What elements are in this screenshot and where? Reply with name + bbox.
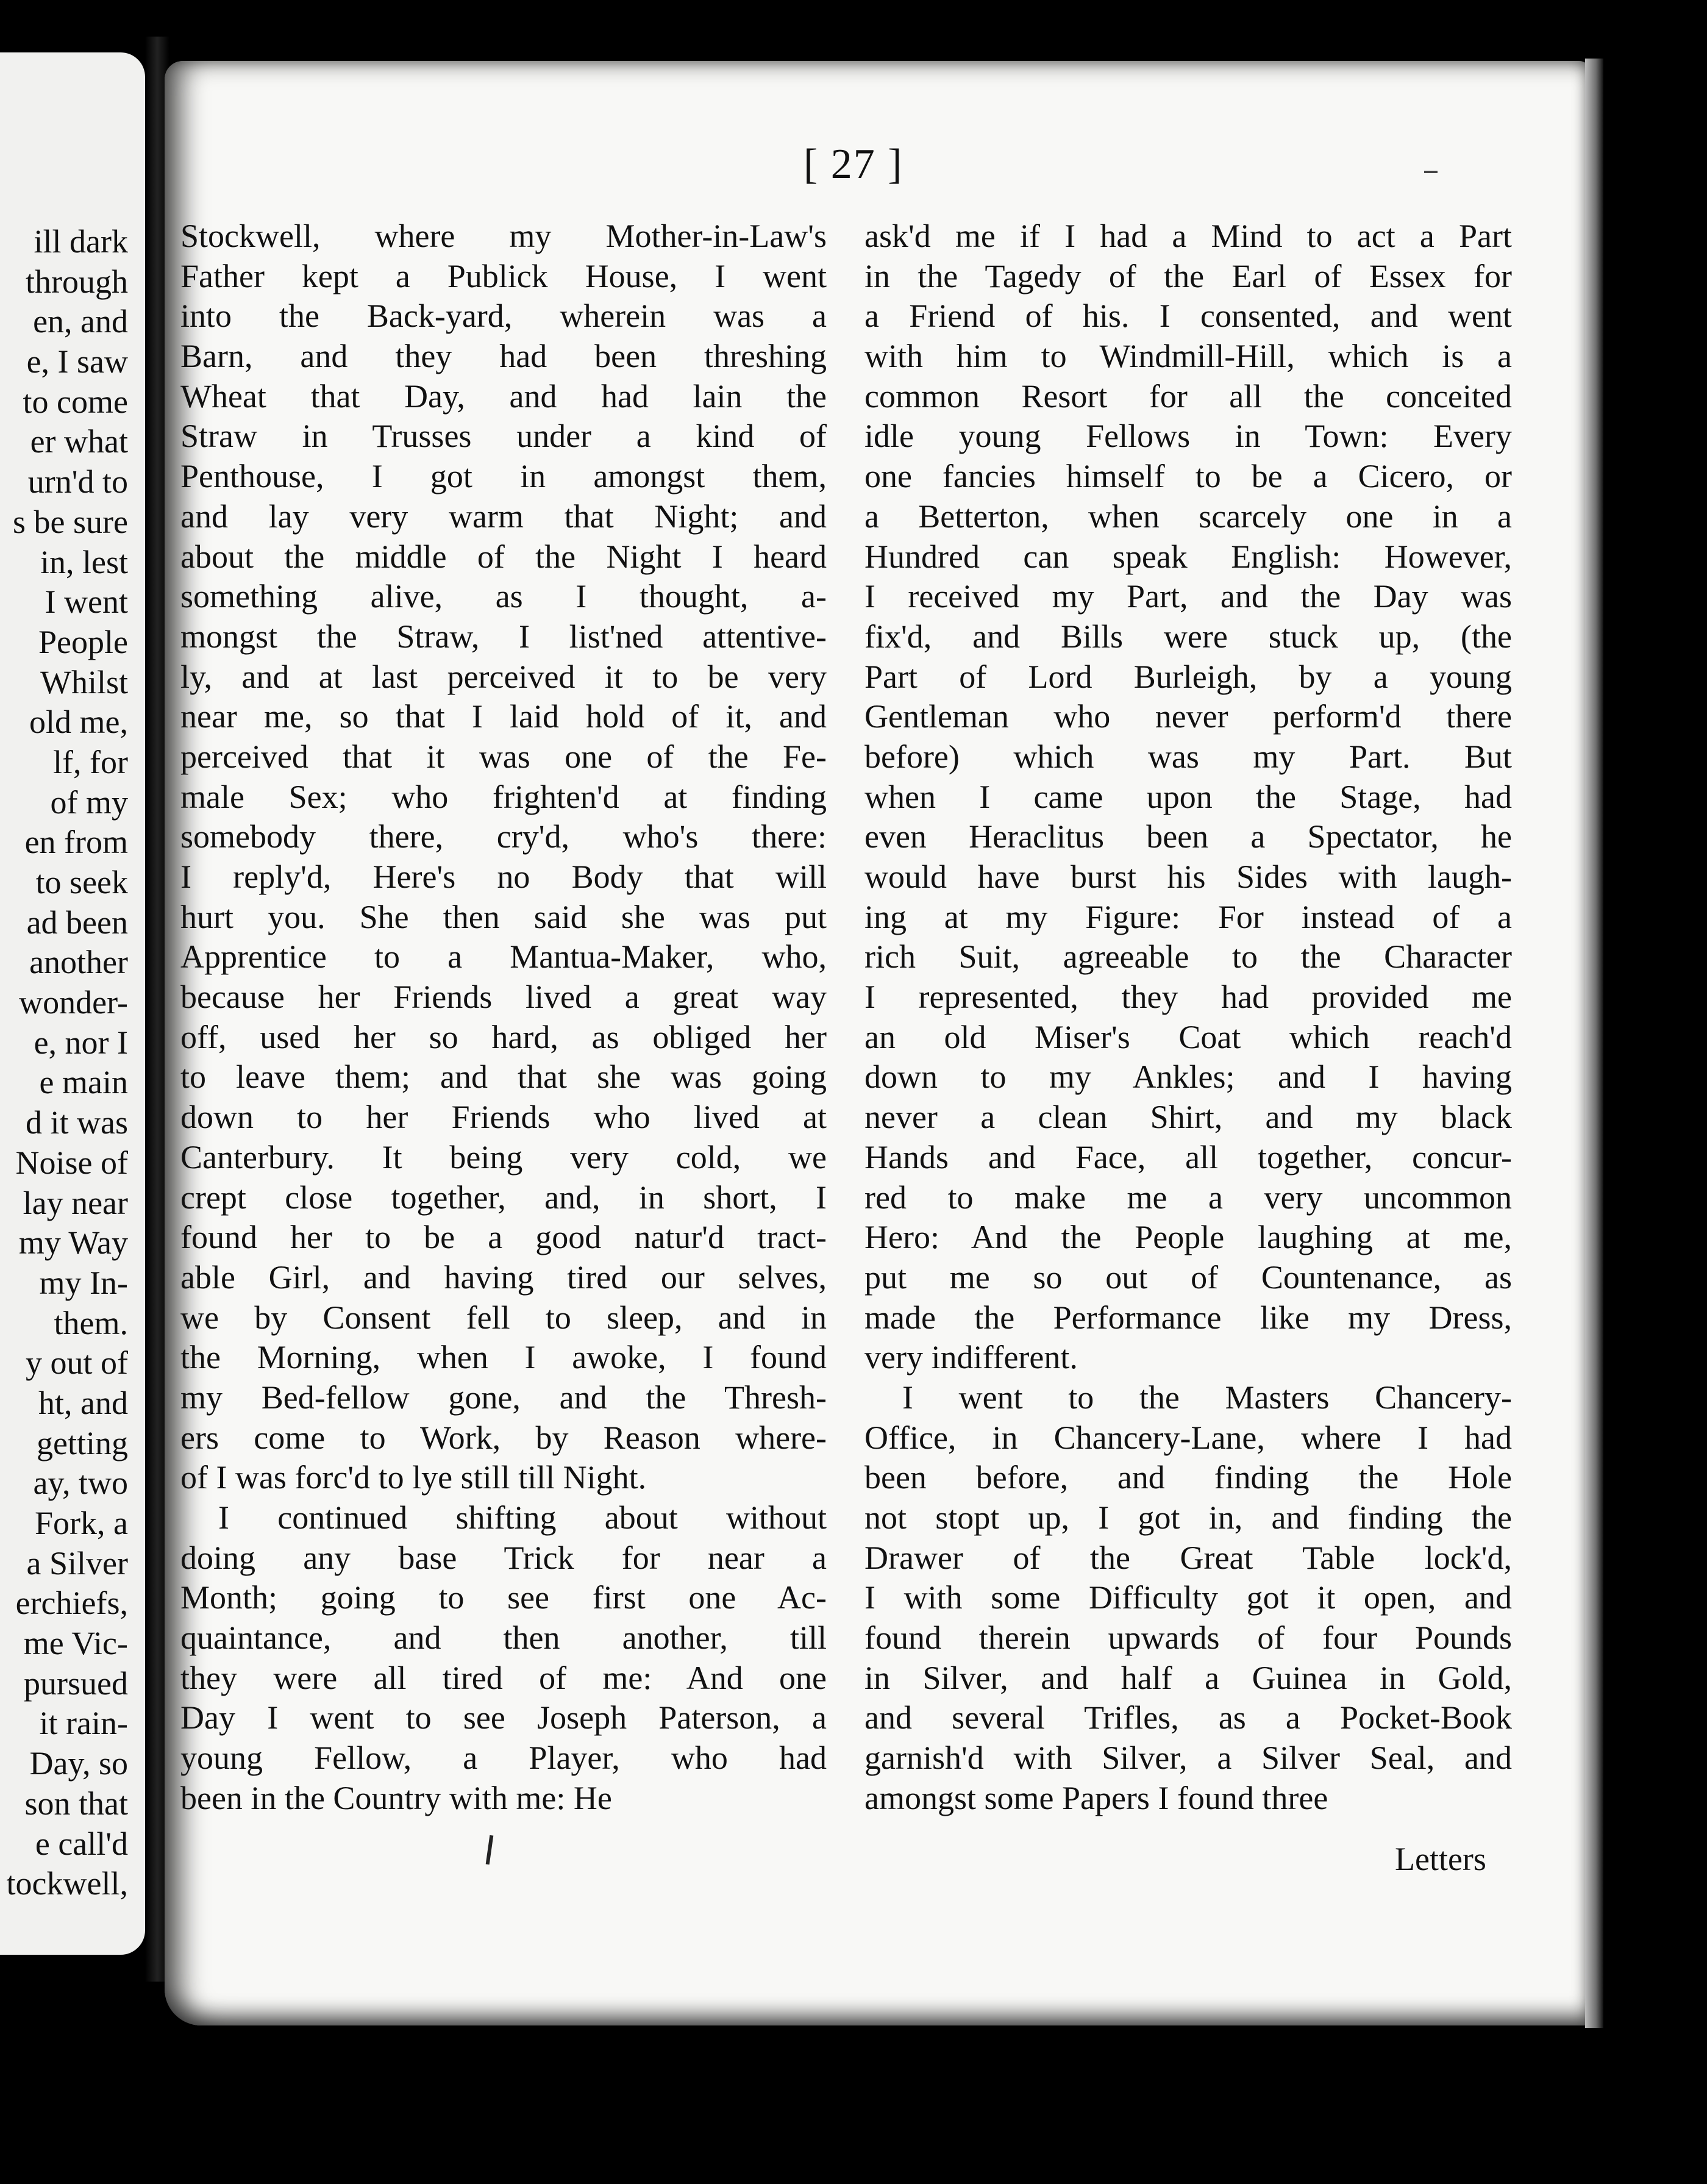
text-line: able Girl, and having tired our selves, xyxy=(180,1258,827,1296)
text-line: ers come to Work, by Reason where- xyxy=(180,1419,827,1456)
text-line: Office, in Chancery-Lane, where I had xyxy=(864,1419,1512,1456)
text-line: they were all tired of me: And one xyxy=(180,1659,827,1696)
fragment-line: in, lest xyxy=(40,543,128,580)
text-line: something alive, as I thought, a- xyxy=(180,578,827,615)
text-line: fix'd, and Bills were stuck up, (the xyxy=(864,618,1512,655)
text-line: would have burst his Sides with laugh- xyxy=(864,858,1512,895)
text-line: Part of Lord Burleigh, by a young xyxy=(864,658,1512,695)
text-line: I received my Part, and the Day was xyxy=(864,578,1512,615)
fragment-line: ad been xyxy=(26,904,128,941)
text-line: about the middle of the Night I heard xyxy=(180,538,827,575)
text-line: garnish'd with Silver, a Silver Seal, and xyxy=(864,1740,1512,1777)
text-line: a Friend of his. I consented, and went xyxy=(864,298,1512,335)
fragment-line: another xyxy=(29,944,128,981)
fragment-line: en from xyxy=(24,824,128,861)
fragment-line: son that xyxy=(24,1785,128,1822)
text-line: Canterbury. It being very cold, we xyxy=(180,1138,827,1176)
text-line: and several Trifles, as a Pocket-Book xyxy=(864,1699,1512,1736)
fragment-line: People xyxy=(38,623,128,660)
fragment-line: en, and xyxy=(33,303,128,340)
fragment-line: getting xyxy=(37,1424,128,1461)
text-line: a Betterton, when scarcely one in a xyxy=(864,498,1512,535)
text-line: of I was forc'd to lye still till Night. xyxy=(180,1459,647,1496)
fragment-line: lay near xyxy=(23,1184,128,1221)
text-line: near me, so that I laid hold of it, and xyxy=(180,698,827,735)
text-line: I continued shifting about without xyxy=(218,1499,827,1536)
fragment-line: s be sure xyxy=(13,503,128,540)
text-line: my Bed-fellow gone, and the Thresh- xyxy=(180,1379,827,1416)
text-line: with him to Windmill-Hill, which is a xyxy=(864,338,1512,375)
text-line: ask'd me if I had a Mind to act a Part xyxy=(864,218,1512,254)
text-line: quaintance, and then another, till xyxy=(180,1619,827,1657)
text-line: red to make me a very uncommon xyxy=(864,1179,1512,1216)
fragment-line: wonder- xyxy=(19,984,128,1021)
page-edge xyxy=(1585,59,1603,2028)
fragment-line: Noise of xyxy=(15,1144,128,1181)
facing-page-fragment xyxy=(0,52,145,1955)
text-line: Barn, and they had been threshing xyxy=(180,338,827,375)
fragment-line: e call'd xyxy=(35,1825,128,1862)
page-mark xyxy=(1424,171,1438,173)
text-line: Apprentice to a Mantua-Maker, who, xyxy=(180,938,827,976)
text-line: put me so out of Countenance, as xyxy=(864,1258,1512,1296)
fragment-line: I went xyxy=(45,583,128,621)
fragment-line: er what xyxy=(30,423,128,460)
text-line: found her to be a good natur'd tract- xyxy=(180,1219,827,1256)
text-line: been in the Country with me: He xyxy=(180,1779,612,1816)
text-line: to leave them; and that she was going xyxy=(180,1058,827,1096)
text-line: and lay very warm that Night; and xyxy=(180,498,827,535)
fragment-line: of my xyxy=(50,783,128,821)
text-line: Day I went to see Joseph Paterson, a xyxy=(180,1699,827,1736)
text-line: ly, and at last perceived it to be very xyxy=(180,658,827,695)
text-line: male Sex; who frighten'd at finding xyxy=(180,778,827,815)
fragment-line: a Silver xyxy=(26,1544,128,1582)
text-line: Straw in Trusses under a kind of xyxy=(180,418,827,455)
fragment-line: lf, for xyxy=(53,743,128,780)
text-line: down to my Ankles; and I having xyxy=(864,1058,1512,1096)
fragment-line: e, nor I xyxy=(34,1024,128,1061)
right-text-column xyxy=(864,216,1512,1819)
text-line: young Fellow, a Player, who had xyxy=(180,1740,827,1777)
fragment-line: them. xyxy=(54,1304,128,1341)
text-line: I reply'd, Here's no Body that will xyxy=(180,858,827,895)
text-line: somebody there, cry'd, who's there: xyxy=(180,818,827,855)
text-line: idle young Fellows in Town: Every xyxy=(864,418,1512,455)
page-number: [ 27 ] xyxy=(804,141,903,188)
text-line: Month; going to see first one Ac- xyxy=(180,1579,827,1616)
fragment-line: d it was xyxy=(26,1104,128,1141)
fragment-line: my In- xyxy=(39,1264,128,1301)
text-line: Hands and Face, all together, concur- xyxy=(864,1138,1512,1176)
text-line: an old Miser's Coat which reach'd xyxy=(864,1018,1512,1055)
text-line: I went to the Masters Chancery- xyxy=(902,1379,1512,1416)
text-line: common Resort for all the conceited xyxy=(864,377,1512,415)
fragment-line: pursued xyxy=(24,1665,128,1702)
fragment-line: y out of xyxy=(26,1344,128,1382)
fragment-line: Fork, a xyxy=(35,1505,128,1541)
fragment-line: e main xyxy=(39,1064,128,1101)
text-line: one fancies himself to be a Cicero, or xyxy=(864,458,1512,495)
fragment-line: me Vic- xyxy=(23,1625,128,1662)
facing-page-text xyxy=(7,222,128,1904)
text-line: we by Consent fell to sleep, and in xyxy=(180,1299,827,1336)
fragment-line: ill dark xyxy=(34,223,128,260)
left-text-column xyxy=(180,216,827,1819)
fragment-line: tockwell, xyxy=(6,1865,128,1902)
text-line: even Heraclitus been a Spectator, he xyxy=(864,818,1512,855)
text-line: I with some Difficulty got it open, and xyxy=(864,1579,1512,1616)
text-line: not stopt up, I got in, and finding the xyxy=(864,1499,1512,1536)
fragment-line: urn'd to xyxy=(27,463,128,501)
text-line: before) which was my Part. But xyxy=(864,738,1512,775)
text-line: I represented, they had provided me xyxy=(864,979,1512,1016)
fragment-line: to come xyxy=(23,383,128,420)
text-line: Hundred can speak English: However, xyxy=(864,538,1512,575)
text-line: Wheat that Day, and had lain the xyxy=(180,377,827,415)
text-line: in the Tagedy of the Earl of Essex for xyxy=(864,257,1512,294)
text-line: made the Performance like my Dress, xyxy=(864,1299,1512,1336)
fragment-line: my Way xyxy=(18,1224,128,1262)
fragment-line: to seek xyxy=(35,864,128,901)
text-line: very indifferent. xyxy=(864,1339,1078,1376)
text-line: down to her Friends who lived at xyxy=(180,1099,827,1136)
text-line: mongst the Straw, I list'ned attentive- xyxy=(180,618,827,655)
text-line: off, used her so hard, as obliged her xyxy=(180,1018,827,1055)
text-line: in Silver, and half a Guinea in Gold, xyxy=(864,1659,1512,1696)
text-line: been before, and finding the Hole xyxy=(864,1459,1512,1496)
text-line: Gentleman who never perform'd there xyxy=(864,698,1512,735)
fragment-line: erchiefs, xyxy=(15,1585,128,1622)
text-line: the Morning, when I awoke, I found xyxy=(180,1339,827,1376)
text-line: rich Suit, agreeable to the Character xyxy=(864,938,1512,976)
text-line: Penthouse, I got in amongst them, xyxy=(180,458,827,495)
text-line: crept close together, and, in short, I xyxy=(180,1179,827,1216)
fragment-line: through xyxy=(26,263,128,300)
text-line: Drawer of the Great Table lock'd, xyxy=(864,1539,1512,1576)
text-line: Hero: And the People laughing at me, xyxy=(864,1219,1512,1256)
text-line: because her Friends lived a great way xyxy=(180,979,827,1016)
text-line: Father kept a Publick House, I went xyxy=(180,257,827,294)
text-line: amongst some Papers I found three xyxy=(864,1779,1328,1816)
text-line: ing at my Figure: For instead of a xyxy=(864,898,1512,935)
text-line: hurt you. She then said she was put xyxy=(180,898,827,935)
text-line: doing any base Trick for near a xyxy=(180,1539,827,1576)
fragment-line: old me, xyxy=(29,704,128,741)
fragment-line: ht, and xyxy=(38,1384,128,1421)
text-line: Stockwell, where my Mother-in-Law's xyxy=(180,218,827,254)
fragment-line: ay, two xyxy=(33,1465,128,1502)
fragment-line: Whilst xyxy=(40,663,128,701)
fragment-line: Day, so xyxy=(29,1745,128,1782)
fragment-line: e, I saw xyxy=(26,343,128,380)
fragment-line: it rain- xyxy=(39,1705,128,1742)
text-line: found therein upwards of four Pounds xyxy=(864,1619,1512,1657)
text-line: perceived that it was one of the Fe- xyxy=(180,738,827,775)
catchword: Letters xyxy=(1395,1841,1486,1877)
text-line: when I came upon the Stage, had xyxy=(864,778,1512,815)
text-line: never a clean Shirt, and my black xyxy=(864,1099,1512,1136)
text-line: into the Back-yard, wherein was a xyxy=(180,298,827,335)
